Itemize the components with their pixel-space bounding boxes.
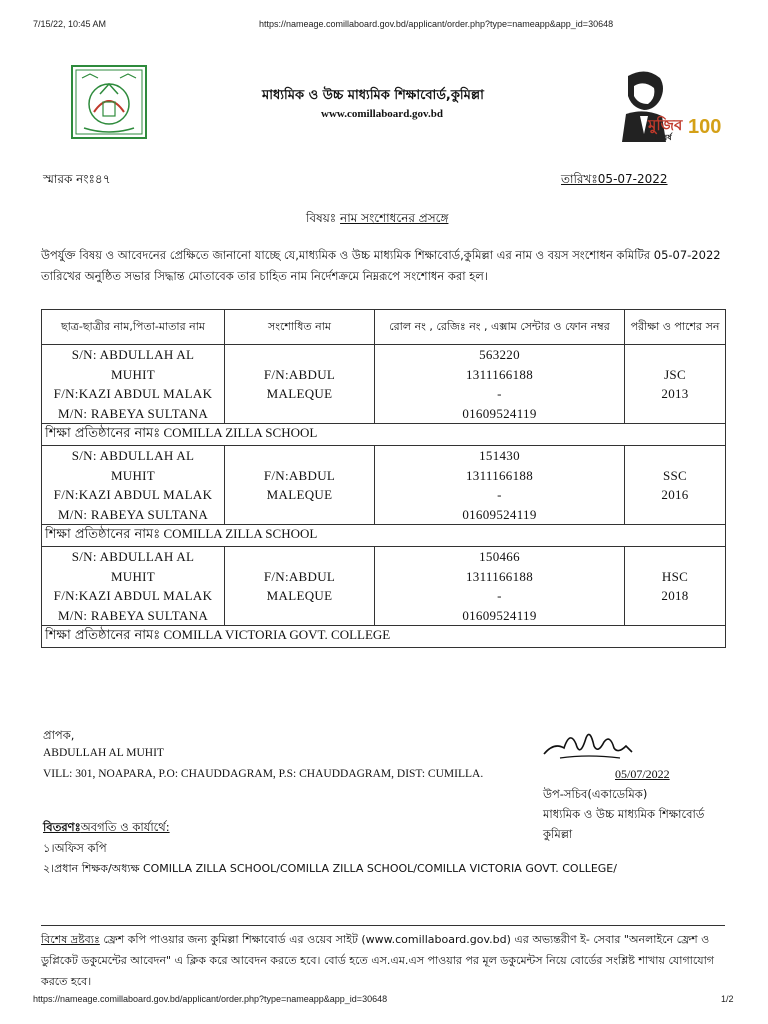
memo-date (561, 171, 668, 191)
exam-center: - (497, 588, 502, 603)
subject-label: বিষয়ঃ (306, 211, 337, 225)
board-name: মাধ্যমিক ও উচ্চ মাধ্যমিক শিক্ষাবোর্ড,কুমিল্লা (262, 88, 484, 103)
phone-number: 01609524119 (462, 607, 537, 623)
header-roll-reg-phone: রোল নং , রেজিঃ নং , এক্সাম সেন্টার ও ফোন নম্বর (375, 310, 625, 345)
note-divider (41, 925, 725, 926)
student-line: F/N:KAZI ABDUL MALAK (53, 487, 213, 502)
institution-row (42, 525, 726, 547)
student-line: M/N: RABEYA SULTANA (57, 607, 209, 623)
table-row (42, 446, 726, 525)
distribution-label: বিতরণঃ (43, 820, 81, 834)
distribution-heading (43, 819, 170, 838)
exam-year: 2018 (661, 588, 689, 603)
memo-ref-value: ৪৭ (94, 172, 111, 186)
print-url-header: https://nameage.comillaboard.gov.bd/applicant/order.php?type=nameapp&app_id=30648 (259, 19, 614, 29)
recipient-label: প্রাপক, (43, 728, 75, 742)
print-datetime: 7/15/22, 10:45 AM (33, 19, 107, 29)
institution-label: শিক্ষা প্রতিষ্ঠানের নামঃ (45, 527, 161, 542)
distribution-item: ১।অফিস কপি (43, 841, 107, 855)
exam-center: - (497, 487, 502, 502)
signatory-city: কুমিল্লা (543, 827, 573, 841)
registration-number: 1311166188 (465, 568, 534, 584)
roll-number: 150466 (479, 549, 520, 564)
header-exam-year: পরীক্ষা ও পাশের সন (625, 310, 726, 345)
exam-cell (625, 547, 726, 626)
note-text: ফ্রেশ কপি পাওয়ার জন্য কুমিল্লা শিক্ষাবোর্ড এর ওয়েব সাইট (www.comillaboard.gov.bd) এর অভ্যন্তরীণ ই- সেবার "অনলাইনে ফ্রেশ ও ডুপ্লিকেট ডকুমেন্টের আবেদন" এ ক্লিক করে আবেদন করতে হবে। বোর্ড হতে এস.এম.এস পাওয়ার পর মূল ডকুমেন্টস নিয়ে বোর্ডের সংশ্লিষ্ট শাখায় যোগাযোগ করতে হবে। (41, 933, 715, 988)
student-line: F/N:KAZI ABDUL MALAK (53, 386, 213, 401)
mujib-logo-text: মুজিব (648, 116, 683, 134)
registration-number: 1311166188 (465, 366, 534, 382)
table-row (42, 345, 726, 424)
institution-name: COMILLA ZILLA SCHOOL (163, 526, 318, 541)
mujib-logo-sub: শতবর্ষ (652, 133, 672, 142)
student-line: MUHIT (110, 366, 156, 382)
institution-name: COMILLA ZILLA SCHOOL (163, 425, 318, 440)
corrected-line: MALEQUE (266, 386, 333, 401)
institution-name: COMILLA VICTORIA GOVT. COLLEGE (163, 627, 391, 642)
exam-cell (625, 446, 726, 525)
distribution-item: ২।প্রধান শিক্ষক/অধ্যক্ষ COMILLA ZILLA SCHOOL/COMILLA ZILLA SCHOOL/COMILLA VICTORIA GOVT. COLLEGE/ (43, 862, 617, 875)
student-cell (42, 446, 225, 525)
institution-cell (42, 424, 726, 446)
correction-table (41, 309, 726, 648)
student-line: S/N: ABDULLAH AL (71, 347, 195, 362)
signatory-title: উপ-সচিব(একাডেমিক) (543, 787, 648, 801)
roll-number: 563220 (479, 347, 520, 362)
numbers-cell (375, 547, 625, 626)
institution-cell (42, 626, 726, 648)
corrected-line: F/N:ABDUL (263, 467, 336, 483)
exam-center: - (497, 386, 502, 401)
subject-line (306, 210, 448, 230)
table-header-row (42, 310, 726, 345)
corrected-cell (225, 446, 375, 525)
institution-row (42, 424, 726, 446)
corrected-line: F/N:ABDUL (263, 366, 336, 382)
exam-name: JSC (664, 366, 686, 382)
print-page-number: 1/2 (721, 994, 734, 1004)
institution-label: শিক্ষা প্রতিষ্ঠানের নামঃ (45, 426, 161, 441)
phone-number: 01609524119 (462, 405, 537, 421)
student-cell (42, 345, 225, 424)
numbers-cell (375, 446, 625, 525)
corrected-line: MALEQUE (266, 588, 333, 603)
signature-icon (540, 724, 636, 766)
student-line: S/N: ABDULLAH AL (71, 448, 195, 463)
signatory-date: 05/07/2022 (615, 767, 670, 781)
header-student-names: ছাত্র-ছাত্রীর নাম,পিতা-মাতার নাম (42, 310, 225, 345)
roll-number: 151430 (479, 448, 520, 463)
corrected-cell (225, 547, 375, 626)
signatory-board: মাধ্যমিক ও উচ্চ মাধ্যমিক শিক্ষাবোর্ড (543, 807, 705, 821)
board-emblem-icon (70, 62, 148, 142)
note-label: বিশেষ দ্রষ্টব্যঃ (41, 933, 100, 946)
institution-label: শিক্ষা প্রতিষ্ঠানের নামঃ (45, 628, 161, 643)
institution-row (42, 626, 726, 648)
student-line: MUHIT (110, 467, 156, 483)
student-line: S/N: ABDULLAH AL (71, 549, 195, 564)
corrected-cell (225, 345, 375, 424)
student-cell (42, 547, 225, 626)
corrected-line: MALEQUE (266, 487, 333, 502)
student-line: F/N:KAZI ABDUL MALAK (53, 588, 213, 603)
special-note (41, 929, 731, 992)
recipient-name: ABDULLAH AL MUHIT (43, 747, 164, 759)
mujib-logo-number: 100 (688, 116, 722, 138)
exam-name: SSC (662, 467, 688, 483)
recipient-address: VILL: 301, NOAPARA, P.O: CHAUDDAGRAM, P.S: CHAUDDAGRAM, DIST: CUMILLA. (43, 768, 484, 780)
exam-year: 2013 (661, 386, 689, 401)
institution-cell (42, 525, 726, 547)
memo-date-value: 05-07-2022 (597, 172, 668, 186)
exam-cell (625, 345, 726, 424)
student-line: M/N: RABEYA SULTANA (57, 405, 209, 421)
exam-year: 2016 (661, 487, 689, 502)
board-website: www.comillaboard.gov.bd (321, 108, 443, 120)
mujib-centenary-logo (608, 64, 720, 144)
registration-number: 1311166188 (465, 467, 534, 483)
corrected-line: F/N:ABDUL (263, 568, 336, 584)
table-row (42, 547, 726, 626)
header-corrected-name: সংশোধিত নাম (225, 310, 375, 345)
student-line: M/N: RABEYA SULTANA (57, 506, 209, 522)
memo-ref-label: স্মারক নং (43, 172, 95, 186)
student-line: MUHIT (110, 568, 156, 584)
exam-name: HSC (661, 568, 689, 584)
print-url-footer: https://nameage.comillaboard.gov.bd/applicant/order.php?type=nameapp&app_id=30648 (33, 994, 388, 1004)
subject-text: নাম সংশোধনের প্রসঙ্গে (340, 211, 449, 225)
body-paragraph: উপর্যুক্ত বিষয় ও আবেদনের প্রেক্ষিতে জানানো যাচ্ছে যে,মাধ্যমিক ও উচ্চ মাধ্যমিক শিক্ষাবোর্ড,কুমিল্লা এর নাম ও বয়স সংশোধন কমিটির 05-07-2022 তারিখের অনুষ্ঠিত সভার সিদ্ধান্ত মোতাবেক তার চাহিত নাম নির্দেশক্রমে নিম্নরূপে সংশোধন করা হল। (41, 248, 721, 283)
phone-number: 01609524119 (462, 506, 537, 522)
numbers-cell (375, 345, 625, 424)
distribution-purpose: অবগতি ও কার্যার্থে: (80, 820, 170, 834)
memo-date-label: তারিখঃ (561, 172, 598, 186)
memo-reference (43, 171, 111, 191)
